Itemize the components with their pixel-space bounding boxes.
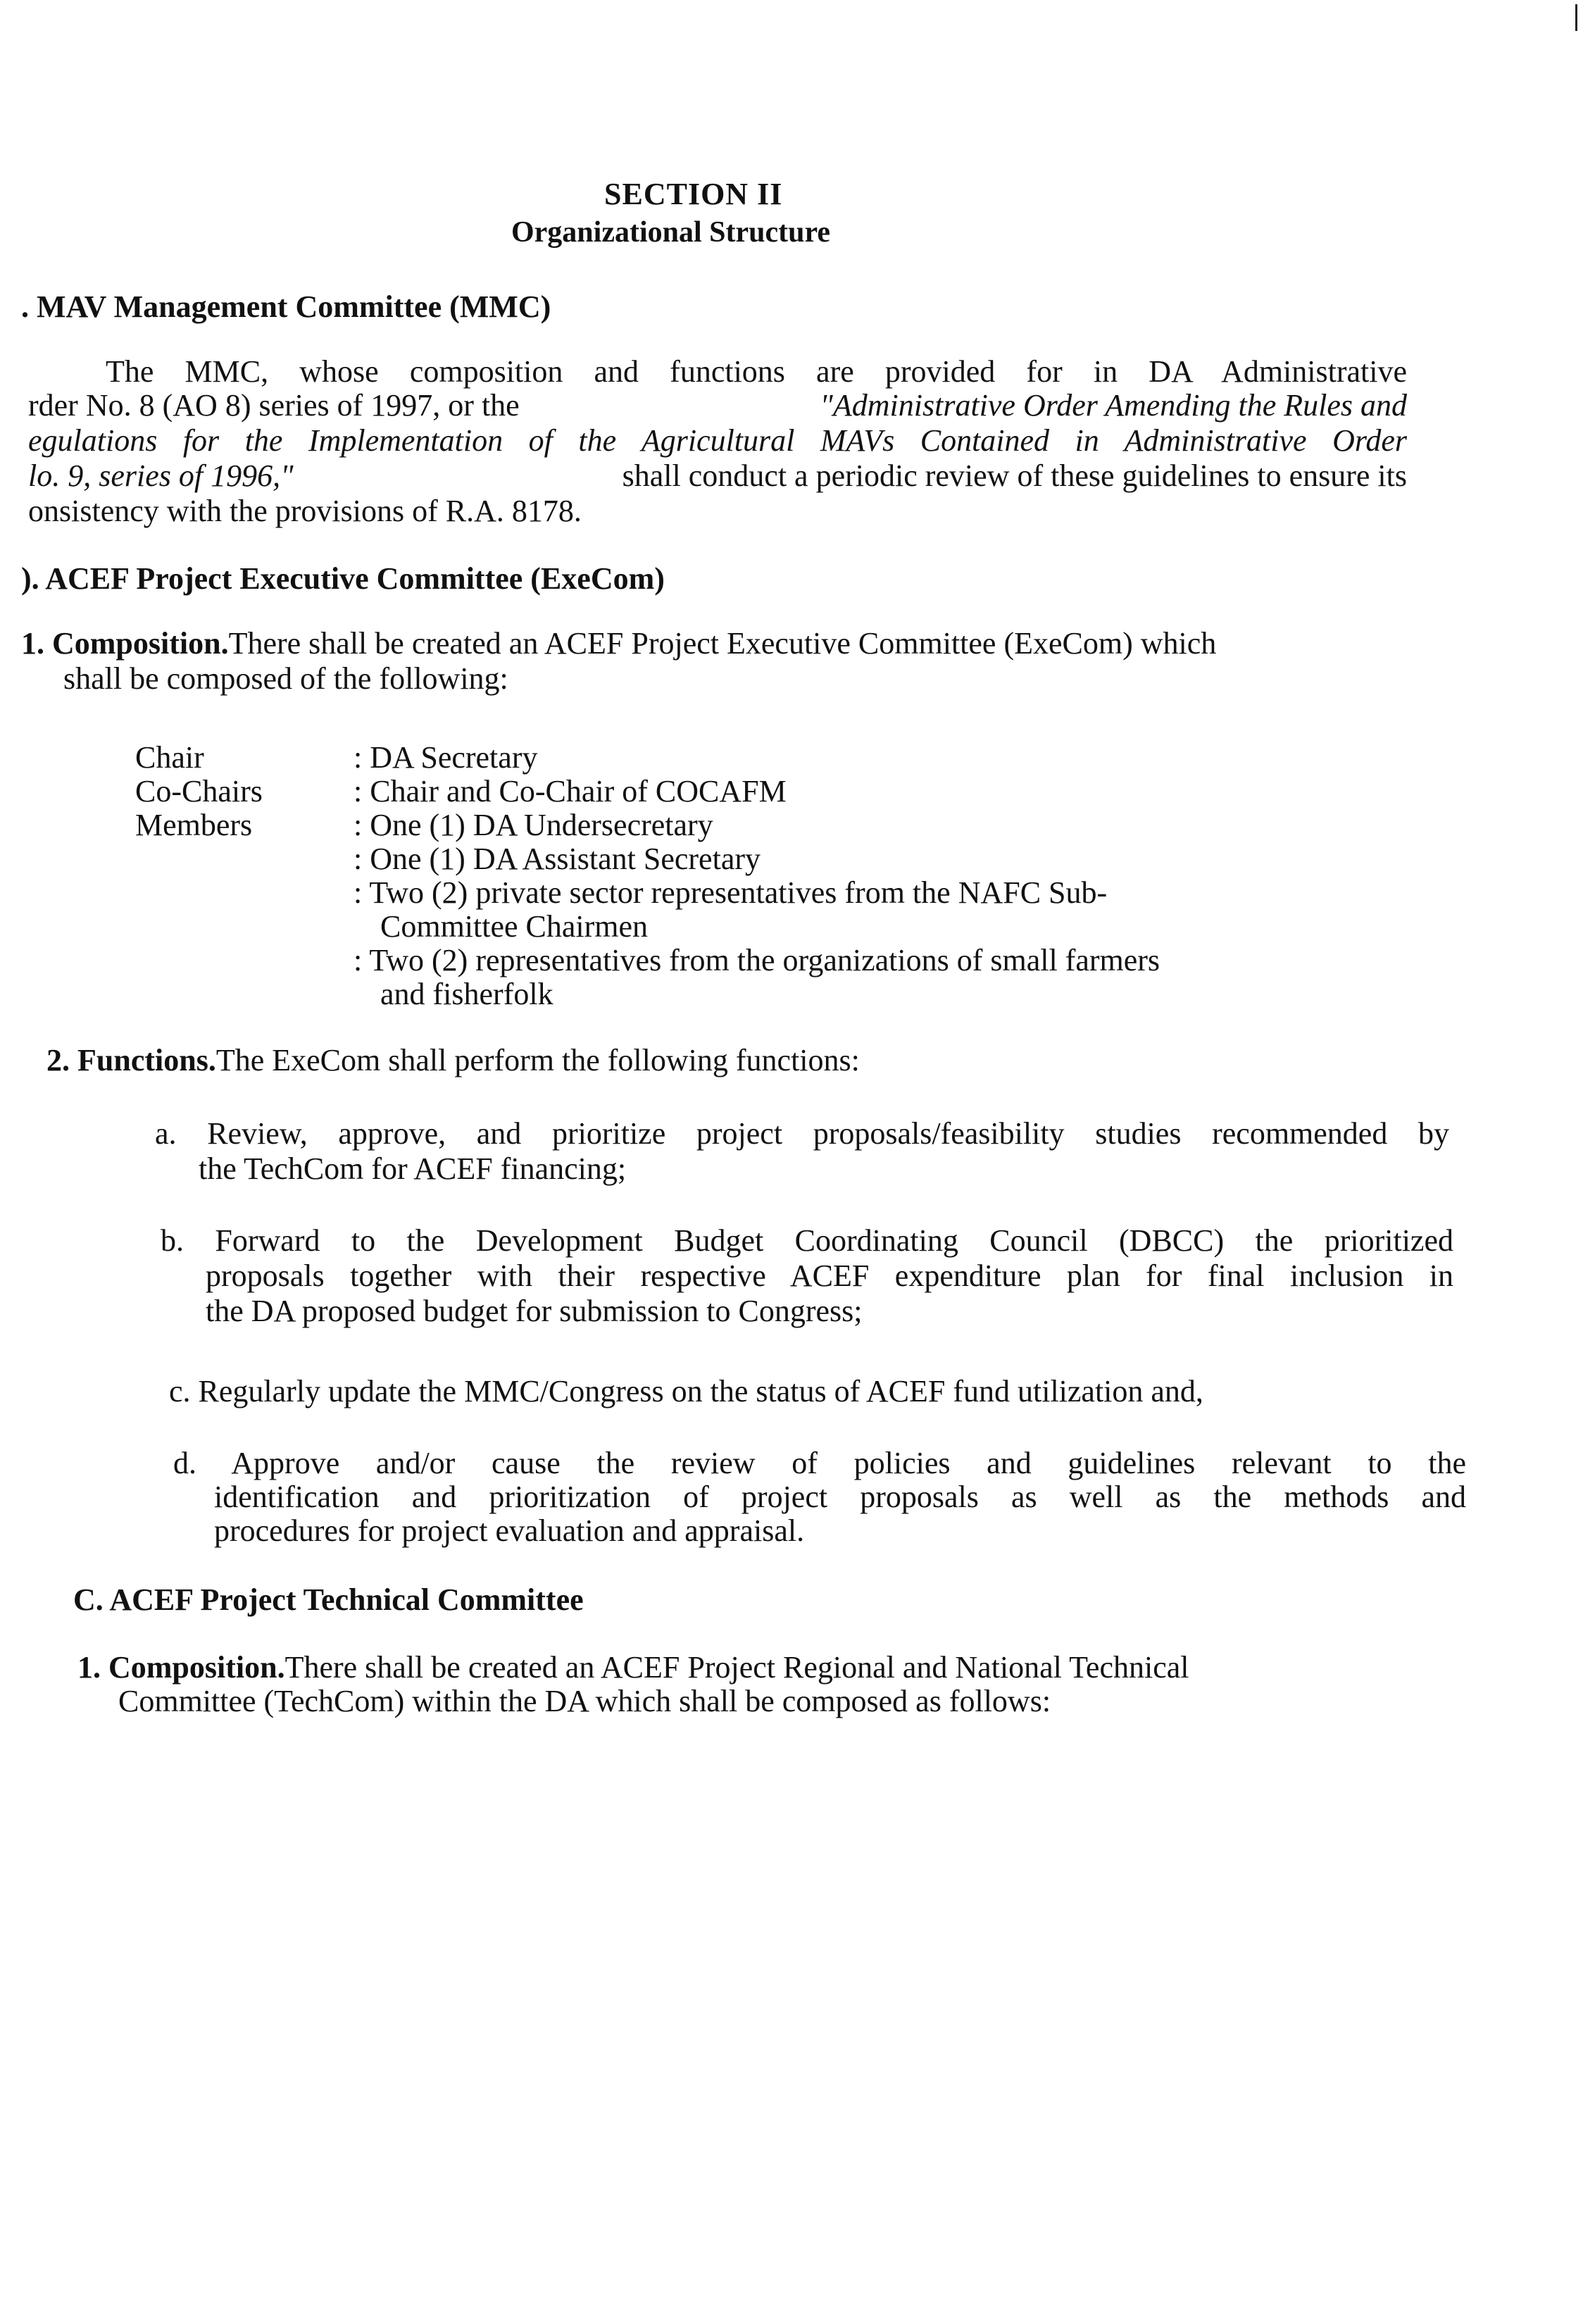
function-b-line-2: proposals together with their respective ACEF expenditure plan for final inclusion in (206, 1258, 1453, 1293)
mmc-line-2-text: rder No. 8 (AO 8) series of 1997, or the (28, 388, 520, 423)
execom-composition-line-2: shall be composed of the following: (63, 661, 508, 696)
execom-composition-text: There shall be created an ACEF Project Executive Committee (ExeCom) which (228, 626, 1217, 661)
member-value-private-sector: : Two (2) private sector representatives from the NAFC Sub- (353, 875, 1108, 910)
execom-composition-line-1 (21, 625, 1421, 661)
execom-heading: ). ACEF Project Executive Committee (ExeCom) (21, 561, 665, 596)
function-b-line-3: the DA proposed budget for submission to Congress; (206, 1294, 863, 1328)
member-value-private-sector-cont: Committee Chairmen (380, 909, 649, 944)
mmc-line-4-text: shall conduct a periodic review of these guidelines to ensure its (622, 458, 1407, 493)
scan-edge-mark (1575, 4, 1577, 31)
member-value-small-farmers: : Two (2) representatives from the organizations of small farmers (353, 943, 1160, 977)
execom-functions-label: 2. Functions. (46, 1043, 216, 1077)
execom-composition-label: 1. Composition. (21, 626, 229, 661)
member-value-chair: : DA Secretary (353, 740, 538, 775)
techcom-composition-label: 1. Composition. (77, 1650, 285, 1685)
mmc-line-1: The MMC, whose composition and functions are provided for in DA Administrative (106, 354, 1407, 389)
function-b-line-1: b. Forward to the Development Budget Coordinating Council (DBCC) the prioritized (161, 1223, 1453, 1258)
member-label-chair: Chair (135, 740, 204, 775)
execom-functions-line (46, 1042, 860, 1078)
member-value-co-chairs: : Chair and Co-Chair of COCAFM (353, 774, 787, 808)
function-d-line-1: d. Approve and/or cause the review of policies and guidelines relevant to the (173, 1446, 1466, 1480)
techcom-composition-line-2: Committee (TechCom) within the DA which shall be composed as follows: (118, 1684, 1051, 1718)
techcom-heading: C. ACEF Project Technical Committee (73, 1582, 584, 1617)
mmc-line-5: onsistency with the provisions of R.A. 8178. (28, 494, 582, 528)
mmc-line-4 (28, 458, 1407, 494)
function-d-line-2: identification and prioritization of project proposals as well as the methods and (214, 1480, 1466, 1514)
member-value-assistant-secretary: : One (1) DA Assistant Secretary (353, 842, 761, 876)
function-a-line-2: the TechCom for ACEF financing; (199, 1151, 627, 1186)
mmc-line-4-italic: lo. 9, series of 1996," (28, 458, 294, 493)
execom-functions-intro: The ExeCom shall perform the following functions: (215, 1043, 860, 1077)
techcom-composition-text: There shall be created an ACEF Project Regional and National Technical (284, 1650, 1189, 1685)
section-subtitle: Organizational Structure (511, 216, 831, 249)
member-value-small-farmers-cont: and fisherfolk (380, 977, 553, 1011)
function-a-line-1: a. Review, approve, and prioritize project proposals/feasibility studies recommended by (155, 1116, 1449, 1151)
function-c-line-1: c. Regularly update the MMC/Congress on the status of ACEF fund utilization and, (169, 1374, 1203, 1408)
techcom-composition-line-1 (77, 1649, 1477, 1685)
section-title: SECTION II (604, 177, 783, 211)
function-d-line-3: procedures for project evaluation and appraisal. (214, 1513, 805, 1548)
member-value-undersecretary: : One (1) DA Undersecretary (353, 808, 713, 842)
mmc-line-3: egulations for the Implementation of the Agricultural MAVs Contained in Administrative Order (28, 423, 1407, 458)
member-label-members: Members (135, 808, 253, 842)
mmc-line-2 (28, 387, 1407, 423)
mmc-heading: . MAV Management Committee (MMC) (21, 289, 551, 324)
member-label-co-chairs: Co-Chairs (135, 774, 263, 808)
mmc-line-2-italic: "Administrative Order Amending the Rules and (820, 388, 1407, 423)
